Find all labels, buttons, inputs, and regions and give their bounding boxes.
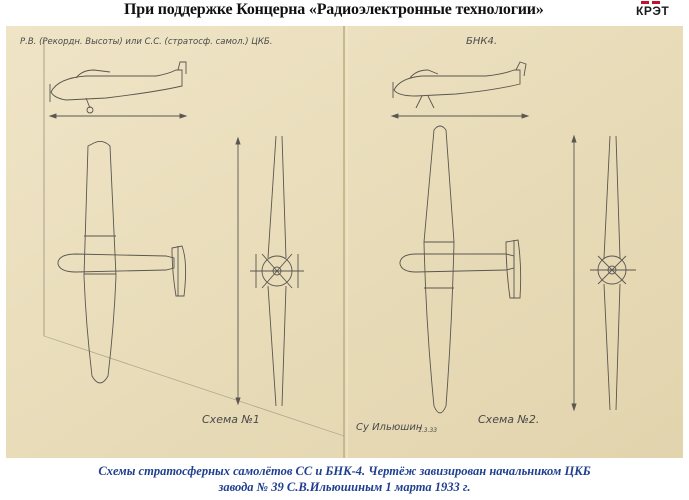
figure-caption [0,463,689,499]
scheme-1-label: Схема №1 [202,413,260,426]
aircraft-drawing [6,26,683,458]
page-header [0,0,689,22]
left-drawing-note: Р.В. (Рекордн. Высоты) или С.С. (стратосф. самол.) ЦКБ. [20,37,273,47]
header-title: При поддержке Концерна «Радиоэлектронные технологии» [124,1,544,18]
logo-text: КРЭТ [636,4,670,18]
caption-line-2: завода № 39 С.В.Ильюшиным 1 марта 1933 г. [218,480,471,494]
scheme-2-label: Схема №2. [478,413,540,426]
caption-line-1: Схемы стратосферных самолётов СС и БНК-4. Чертёж завизирован начальником ЦКБ [98,464,591,478]
right-drawing-title: БНК4. [466,36,498,47]
signature: Су Ильюшин [356,422,423,433]
signature-date: 1.3.33 [418,427,438,434]
kret-logo [632,0,684,20]
